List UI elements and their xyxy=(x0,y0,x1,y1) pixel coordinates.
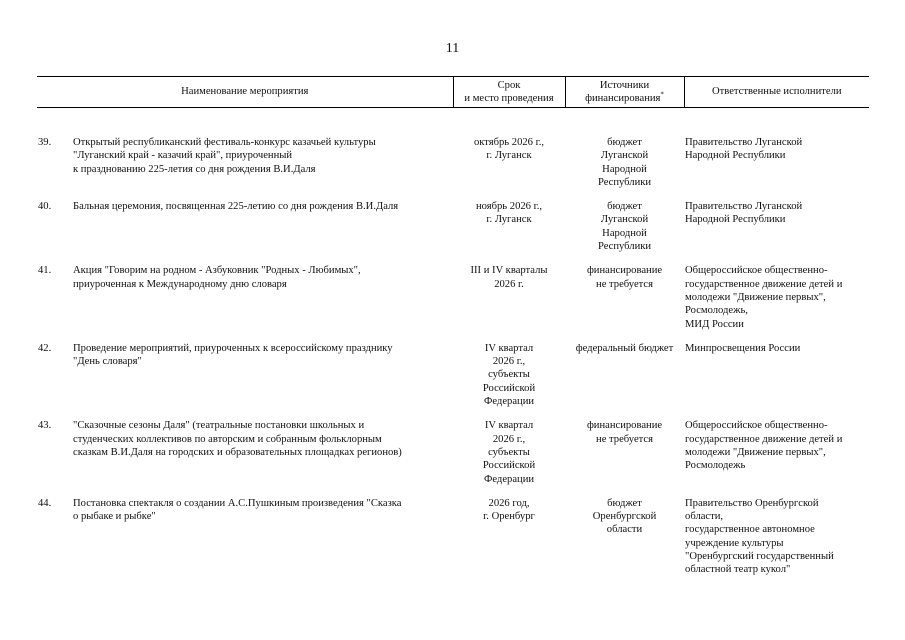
term-place-cell-line: Федерации xyxy=(484,396,535,408)
header-funding-line1: Источники xyxy=(599,79,650,91)
event-name-cell-line: Бальная церемония, посвященная 225-летию со дня рождения В.И.Даля xyxy=(73,201,399,213)
table-row xyxy=(37,264,869,341)
term-place-cell-line: г. Луганск xyxy=(486,150,532,162)
event-name-cell-line: "Сказочные сезоны Даля" (театральные постановки школьных и xyxy=(73,420,365,432)
term-place-cell-line: IV квартал xyxy=(484,342,534,354)
funding-cell-line: Луганской xyxy=(600,150,649,162)
term-place-cell xyxy=(453,264,565,341)
row-number: 43. xyxy=(38,420,52,432)
event-name-cell xyxy=(72,497,453,588)
responsible-cell-line: Правительство Луганской xyxy=(685,137,803,148)
events-table xyxy=(37,76,869,588)
funding-cell xyxy=(565,342,684,419)
responsible-cell-line: Росмолодежь xyxy=(685,460,746,472)
responsible-cell-line: Правительство Оренбургской xyxy=(685,497,819,509)
responsible-cell xyxy=(684,497,869,588)
responsible-cell-line: МИД России xyxy=(685,318,744,330)
funding-cell-line: Народной xyxy=(602,227,647,239)
event-name-cell xyxy=(72,342,453,419)
page-number: 11 xyxy=(445,41,460,56)
event-name-cell-line: сказкам В.И.Даля на городских и образовательных площадках регионов) xyxy=(73,446,402,458)
responsible-cell-line: Народной Республики xyxy=(685,150,786,162)
event-name-cell xyxy=(72,419,453,496)
row-number: 41. xyxy=(38,265,52,277)
table-row xyxy=(37,419,869,496)
funding-cell-line: бюджет xyxy=(607,137,642,148)
term-place-cell xyxy=(453,497,565,588)
event-name-cell-line: к празднованию 225-летия со дня рождения В.И.Даля xyxy=(73,163,316,175)
funding-cell xyxy=(565,200,684,264)
row-number: 42. xyxy=(38,342,52,354)
responsible-cell-line: "Оренбургский государственный xyxy=(685,551,834,563)
funding-cell-line: Луганской xyxy=(600,214,649,226)
header-funding-line2 xyxy=(568,92,682,105)
responsible-cell-line: Правительство Луганской xyxy=(685,201,803,213)
term-place-cell xyxy=(453,136,565,200)
funding-cell-line: финансирование xyxy=(586,420,663,432)
funding-cell-line: не требуется xyxy=(596,278,653,290)
header-event-name-text: Наименование мероприятия xyxy=(181,86,309,98)
table-row xyxy=(37,200,869,264)
row-number: 39. xyxy=(38,137,52,148)
funding-cell xyxy=(565,497,684,588)
term-place-cell xyxy=(453,342,565,419)
footnote-mark: * xyxy=(660,90,664,99)
event-name-cell-line: Постановка спектакля о создании А.С.Пушкиным произведения "Сказка xyxy=(73,497,402,509)
responsible-cell-line: учреждение культуры xyxy=(685,537,784,549)
funding-cell-line: бюджет xyxy=(607,497,642,509)
funding-cell-line: Оренбургской xyxy=(592,511,657,523)
term-place-cell-line: 2026 г., xyxy=(492,433,526,445)
responsible-cell-line: Минпросвещения России xyxy=(685,342,801,354)
responsible-cell xyxy=(684,264,869,341)
event-name-cell-line: Открытый республиканский фестиваль-конкурс казачьей культуры xyxy=(73,137,376,148)
table-row xyxy=(37,136,869,200)
header-term-line2: и место проведения xyxy=(464,93,554,104)
responsible-cell xyxy=(684,200,869,264)
event-name-cell-line: Проведение мероприятий, приуроченных к всероссийскому празднику xyxy=(73,342,393,354)
responsible-cell-line: молодежи "Движение первых", xyxy=(685,291,826,303)
responsible-cell-line: Общероссийское общественно- xyxy=(685,265,828,277)
term-place-cell-line: г. Луганск xyxy=(486,214,532,226)
funding-cell-line: бюджет xyxy=(607,201,642,213)
table-row xyxy=(37,342,869,419)
table-row xyxy=(37,497,869,588)
term-place-cell-line: Федерации xyxy=(484,473,535,485)
term-place-cell-line: г. Оренбург xyxy=(483,511,535,523)
responsible-cell xyxy=(684,136,869,200)
event-name-cell-line: студенческих коллективов по авторским и собранным фольклорным xyxy=(73,433,382,445)
term-place-cell-line: 2026 год, xyxy=(488,497,530,509)
row-number: 40. xyxy=(38,201,52,213)
funding-cell xyxy=(565,419,684,496)
responsible-cell-line: областной театр кукол" xyxy=(685,564,791,576)
header-term-place xyxy=(453,77,565,108)
header-responsible xyxy=(684,77,869,108)
funding-cell-line: не требуется xyxy=(596,433,653,445)
funding-cell-line: финансирование xyxy=(586,265,663,277)
term-place-cell-line: субъекты xyxy=(488,369,530,381)
funding-cell xyxy=(565,264,684,341)
funding-cell-line: Республики xyxy=(597,241,652,253)
responsible-cell-line: Росмолодежь, xyxy=(685,305,748,317)
funding-cell-line: федеральный бюджет xyxy=(575,342,674,354)
responsible-cell-line: государственное движение детей и xyxy=(685,278,843,290)
event-name-cell-line: приуроченная к Международному дню словаря xyxy=(73,278,287,290)
responsible-cell-line: молодежи "Движение первых", xyxy=(685,446,826,458)
header-responsible-text: Ответственные исполнители xyxy=(711,86,842,98)
term-place-cell-line: ноябрь 2026 г., xyxy=(475,201,543,213)
responsible-cell-line: государственное движение детей и xyxy=(685,433,843,445)
event-name-cell-line: "День словаря" xyxy=(73,356,142,368)
header-term-line1: Срок xyxy=(497,79,521,91)
event-name-cell xyxy=(72,200,453,264)
term-place-cell xyxy=(453,200,565,264)
responsible-cell-line: Общероссийское общественно- xyxy=(685,420,828,432)
funding-cell-line: Республики xyxy=(597,176,652,188)
term-place-cell-line: Российской xyxy=(482,460,536,472)
funding-cell-line: Народной xyxy=(602,163,647,175)
responsible-cell-line: государственное автономное xyxy=(685,524,815,536)
term-place-cell-line: 2026 г., xyxy=(492,356,526,368)
responsible-cell-line: области, xyxy=(685,511,724,523)
event-name-cell-line: "Луганский край - казачий край", приуроченный xyxy=(73,150,293,162)
event-name-cell-line: о рыбаке и рыбке" xyxy=(73,511,156,523)
header-funding xyxy=(565,77,684,108)
funding-cell-line: области xyxy=(606,524,643,536)
event-name-cell-line: Акция "Говорим на родном - Азбуковник "Родных - Любимых", xyxy=(73,265,361,277)
term-place-cell-line: октябрь 2026 г., xyxy=(473,137,545,148)
funding-cell xyxy=(565,136,684,200)
responsible-cell xyxy=(684,419,869,496)
event-name-cell xyxy=(72,136,453,200)
table-body xyxy=(37,108,869,588)
term-place-cell-line: 2026 г. xyxy=(494,278,524,290)
term-place-cell-line: IV квартал xyxy=(484,420,534,432)
responsible-cell-line: Народной Республики xyxy=(685,214,786,226)
header-event-name xyxy=(37,77,453,108)
row-number: 44. xyxy=(38,497,52,509)
table-header-row xyxy=(37,77,869,108)
responsible-cell xyxy=(684,342,869,419)
term-place-cell-line: Российской xyxy=(482,382,536,394)
header-spacer xyxy=(37,108,869,137)
header-funding-line2-text: финансирования xyxy=(585,93,661,104)
term-place-cell-line: III и IV кварталы xyxy=(470,265,548,277)
event-name-cell xyxy=(72,264,453,341)
term-place-cell xyxy=(453,419,565,496)
term-place-cell-line: субъекты xyxy=(488,446,530,458)
